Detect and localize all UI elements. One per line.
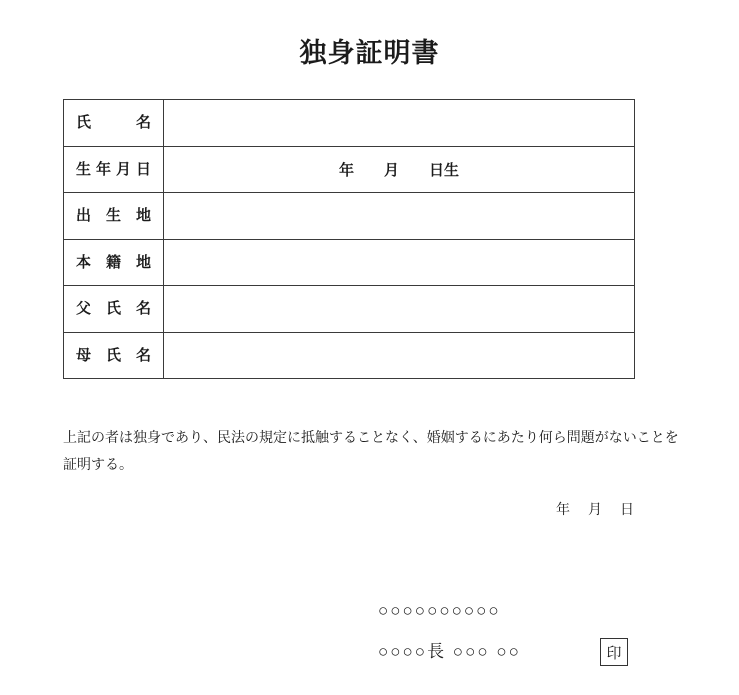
issue-date-line: 年 月 日 [556,501,636,517]
field-value-birthplace [164,193,635,240]
field-value-name [164,100,635,147]
field-label-birthplace: 出 生 地 [64,193,164,240]
field-label-domicile: 本 籍 地 [64,240,164,287]
field-value-mother-name [164,333,635,380]
field-label-birthdate: 生 年 月 日 [64,147,164,194]
certification-statement: 上記の者は独身であり、民法の規定に抵触することなく、婚姻するにあたり何ら問題がないことを証明する。 [63,429,679,472]
issuer-signer-placeholder: ○○○○長 ○○○ ○○ [378,642,521,661]
field-value-father-name [164,286,635,333]
seal-mark: 印 [600,638,628,666]
issuer-organization-placeholder: ○○○○○○○○○○ [378,601,501,620]
field-value-birthdate: 年 月 日生 [164,147,635,194]
field-label-mother-name: 母 氏 名 [64,333,164,380]
field-label-father-name: 父 氏 名 [64,286,164,333]
certificate-table [63,99,635,379]
field-value-domicile [164,240,635,287]
field-label-name: 氏 名 [64,100,164,147]
document-title: 独身証明書 [299,38,440,68]
